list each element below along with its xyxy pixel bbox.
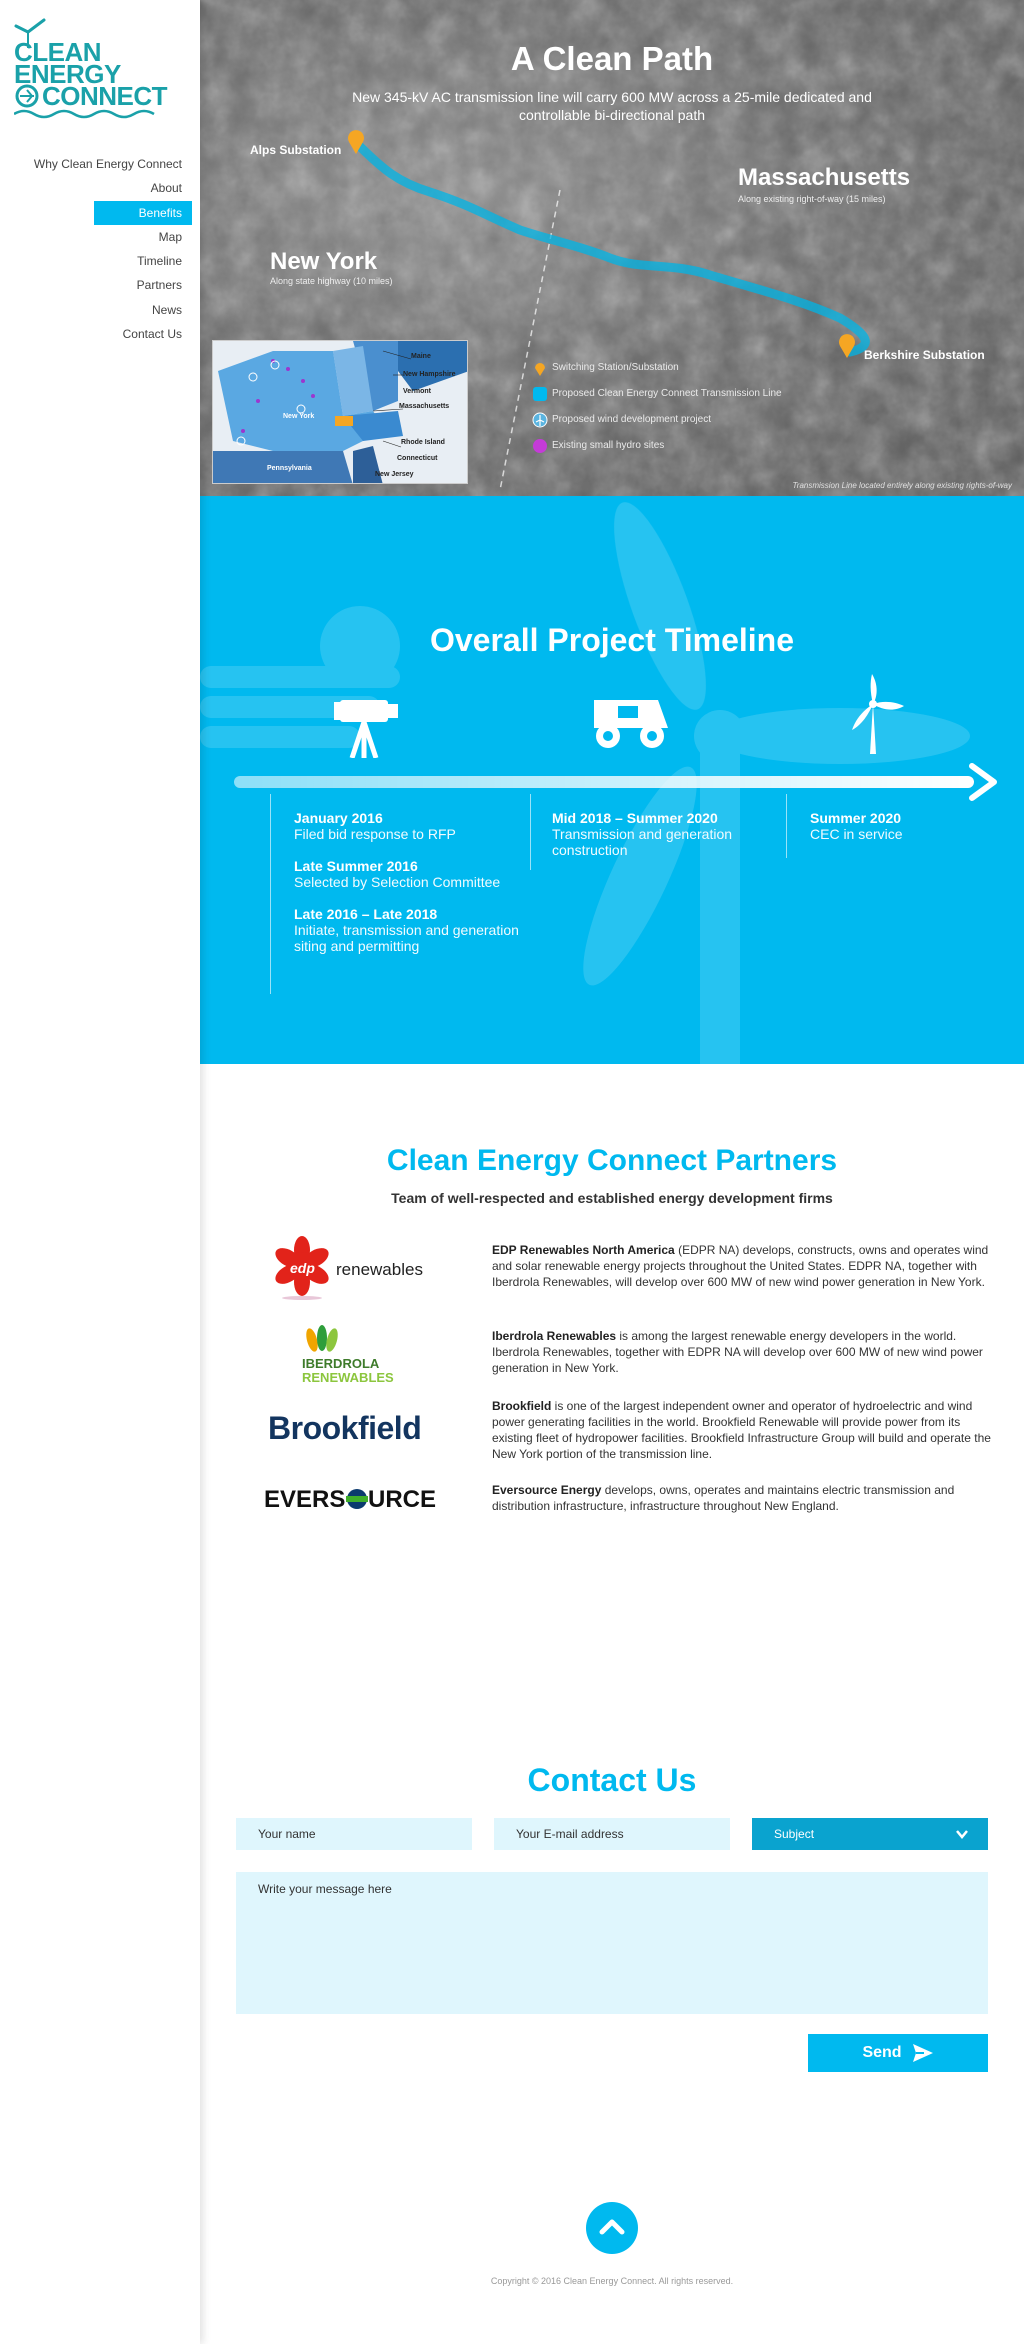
inset-label-vermont: Vermont <box>403 388 432 395</box>
timeline-divider-3 <box>786 794 787 858</box>
map-section <box>200 0 1024 496</box>
berkshire-pin-icon <box>838 334 856 358</box>
inset-label-new-jersey: New Jersey <box>375 471 414 478</box>
logo-line-3: CONNECT <box>42 81 168 111</box>
timeline-date: Summer 2020 <box>810 810 902 826</box>
inset-label-massachusetts: Massachusetts <box>399 403 450 410</box>
nav-item-contact-us[interactable]: Contact Us <box>122 327 182 342</box>
timeline-date: Late 2016 – Late 2018 <box>294 906 438 922</box>
nav-item-about[interactable]: About <box>150 181 182 196</box>
region-inset-map <box>212 340 468 484</box>
timeline-text: Filed bid response to RFP <box>294 826 456 842</box>
massachusetts-note: Along existing right-of-way (15 miles) <box>738 194 886 204</box>
iberdrola-line-2: RENEWABLES <box>302 1370 394 1385</box>
timeline-arrow <box>230 762 1010 802</box>
partners-title: Clean Energy Connect Partners <box>386 1144 838 1177</box>
nav-item-news[interactable]: News <box>151 302 182 317</box>
nav-item-map[interactable]: Map <box>158 229 182 244</box>
edp-word-text: renewables <box>336 1260 423 1279</box>
logo-line-1: CLEAN <box>14 37 102 67</box>
partners-subtitle: Team of well-respected and established energy development firms <box>391 1190 833 1206</box>
timeline-column-3 <box>810 810 1010 858</box>
connect-wave-icon <box>14 84 164 124</box>
contact-title: Contact Us <box>527 1762 697 1798</box>
legend-item-substation: Switching Station/Substation <box>552 360 679 376</box>
legend-item-wind: Proposed wind development project <box>552 412 711 428</box>
edp-mark-text: edp <box>290 1260 315 1276</box>
legend-item-hydro: Existing small hydro sites <box>552 438 664 454</box>
message-textarea[interactable] <box>236 1872 988 2014</box>
edp-logo[interactable] <box>260 1242 450 1302</box>
send-button[interactable] <box>808 2034 988 2072</box>
nav-item-benefits[interactable]: Benefits <box>94 201 192 225</box>
inset-label-new-york: New York <box>283 413 315 420</box>
timeline-section <box>200 496 1024 1064</box>
send-button-label: Send <box>862 2044 902 2061</box>
brookfield-word: Brookfield <box>268 1410 422 1446</box>
partner-desc-brookfield: Brookfield is one of the largest independent owner and operator of hydroelectric and wind power generating facilities in the world. Brookfield Renewable will provide power from its existing fleet of hydropower facilities. Brookfield Infrastructure Group will build and operate the New York portion of the transmission line. <box>492 1399 991 1461</box>
timeline-text: Transmission and generation construction <box>552 826 733 858</box>
map-footnote: Transmission Line located entirely along existing rights-of-way <box>792 481 1012 490</box>
name-input[interactable] <box>236 1818 472 1850</box>
partners-section <box>200 1064 1024 1684</box>
timeline-column-1 <box>294 810 524 970</box>
map-subtitle: New 345-kV AC transmission line will carry 600 MW across a 25-mile dedicated and controllable bi-directional path <box>352 89 872 123</box>
subject-select[interactable] <box>752 1818 988 1850</box>
inset-label-new-hampshire: New Hampshire <box>403 371 456 378</box>
eversource-o-icon <box>346 1488 368 1510</box>
alps-pin-icon <box>347 130 365 154</box>
legend-item-line: Proposed Clean Energy Connect Transmission Line <box>552 386 782 402</box>
eversource-part-1: EVERS <box>264 1486 346 1513</box>
eversource-logo[interactable] <box>260 1482 450 1522</box>
timeline-date: Late Summer 2016 <box>294 858 418 874</box>
berkshire-label: Berkshire Substation <box>864 348 985 362</box>
wind-icon <box>532 412 548 428</box>
timeline-date: January 2016 <box>294 810 383 826</box>
camera-tripod-icon <box>334 688 404 758</box>
main-nav <box>2 152 192 346</box>
massachusetts-label: Massachusetts <box>738 164 911 191</box>
eversource-part-2: URCE <box>368 1486 437 1513</box>
timeline-column-2 <box>552 810 762 874</box>
iberdrola-logo[interactable] <box>260 1324 450 1390</box>
new-york-note: Along state highway (10 miles) <box>270 276 393 286</box>
brookfield-logo[interactable] <box>260 1408 450 1452</box>
dump-truck-icon <box>588 692 678 752</box>
sidebar <box>0 0 200 2344</box>
timeline-text: CEC in service <box>810 826 903 842</box>
timeline-text: Initiate, transmission and generation siting and permitting <box>294 922 519 954</box>
map-title: A Clean Path <box>510 40 714 77</box>
back-to-top-button[interactable] <box>586 2202 638 2254</box>
timeline-text: Selected by Selection Committee <box>294 874 501 890</box>
timeline-divider-1 <box>270 794 271 994</box>
site-logo[interactable] <box>14 20 168 120</box>
nav-item-why-clean-energy-connect[interactable]: Why Clean Energy Connect <box>33 157 182 171</box>
hydro-dot-icon <box>532 438 548 454</box>
inset-label-maine: Maine <box>411 353 431 360</box>
chevron-down-icon <box>954 1826 970 1842</box>
inset-label-pennsylvania: Pennsylvania <box>267 465 312 472</box>
contact-section <box>200 1684 1024 2344</box>
inset-map-shapes <box>213 341 468 484</box>
paper-plane-icon <box>912 2043 934 2063</box>
partner-desc-iberdrola: Iberdrola Renewables is among the largest renewable energy developers in the world. Iberdrola Renewables, together with EDPR NA will develop over 600 MW of new wind power generation in New York. <box>492 1329 983 1375</box>
alps-label: Alps Substation <box>250 143 342 157</box>
timeline-title: Overall Project Timeline <box>429 622 794 658</box>
pin-icon <box>532 360 548 376</box>
chevron-up-icon <box>586 2202 638 2254</box>
timeline-date: Mid 2018 – Summer 2020 <box>552 810 718 826</box>
subject-select-label: Subject <box>774 1827 815 1841</box>
copyright-text: Copyright © 2016 Clean Energy Connect. All rights reserved. <box>490 2276 734 2286</box>
nav-item-timeline[interactable]: Timeline <box>137 254 182 269</box>
email-input[interactable] <box>494 1818 730 1850</box>
new-york-label: New York <box>270 248 378 275</box>
partner-desc-edp: EDP Renewables North America (EDPR NA) develops, constructs, owns and operates wind and solar renewable energy projects throughout the United States. EDPR NA, together with Iberdrola Renewables, will develop over 600 MW of new wind power generation in New York. <box>492 1243 989 1289</box>
wind-turbine-icon <box>840 674 906 754</box>
line-square-icon <box>532 386 548 402</box>
inset-label-connecticut: Connecticut <box>397 455 438 462</box>
logo-line-2: ENERGY <box>14 59 121 89</box>
partner-desc-eversource: Eversource Energy develops, owns, operates and maintains electric transmission and distribution infrastructure, infrastructure throughout New England. <box>492 1483 955 1513</box>
inset-label-rhode-island: Rhode Island <box>401 439 445 446</box>
iberdrola-line-1: IBERDROLA <box>302 1356 380 1371</box>
nav-item-partners[interactable]: Partners <box>136 278 182 293</box>
timeline-divider-2 <box>530 794 531 870</box>
iberdrola-leaves-icon <box>302 1324 342 1354</box>
